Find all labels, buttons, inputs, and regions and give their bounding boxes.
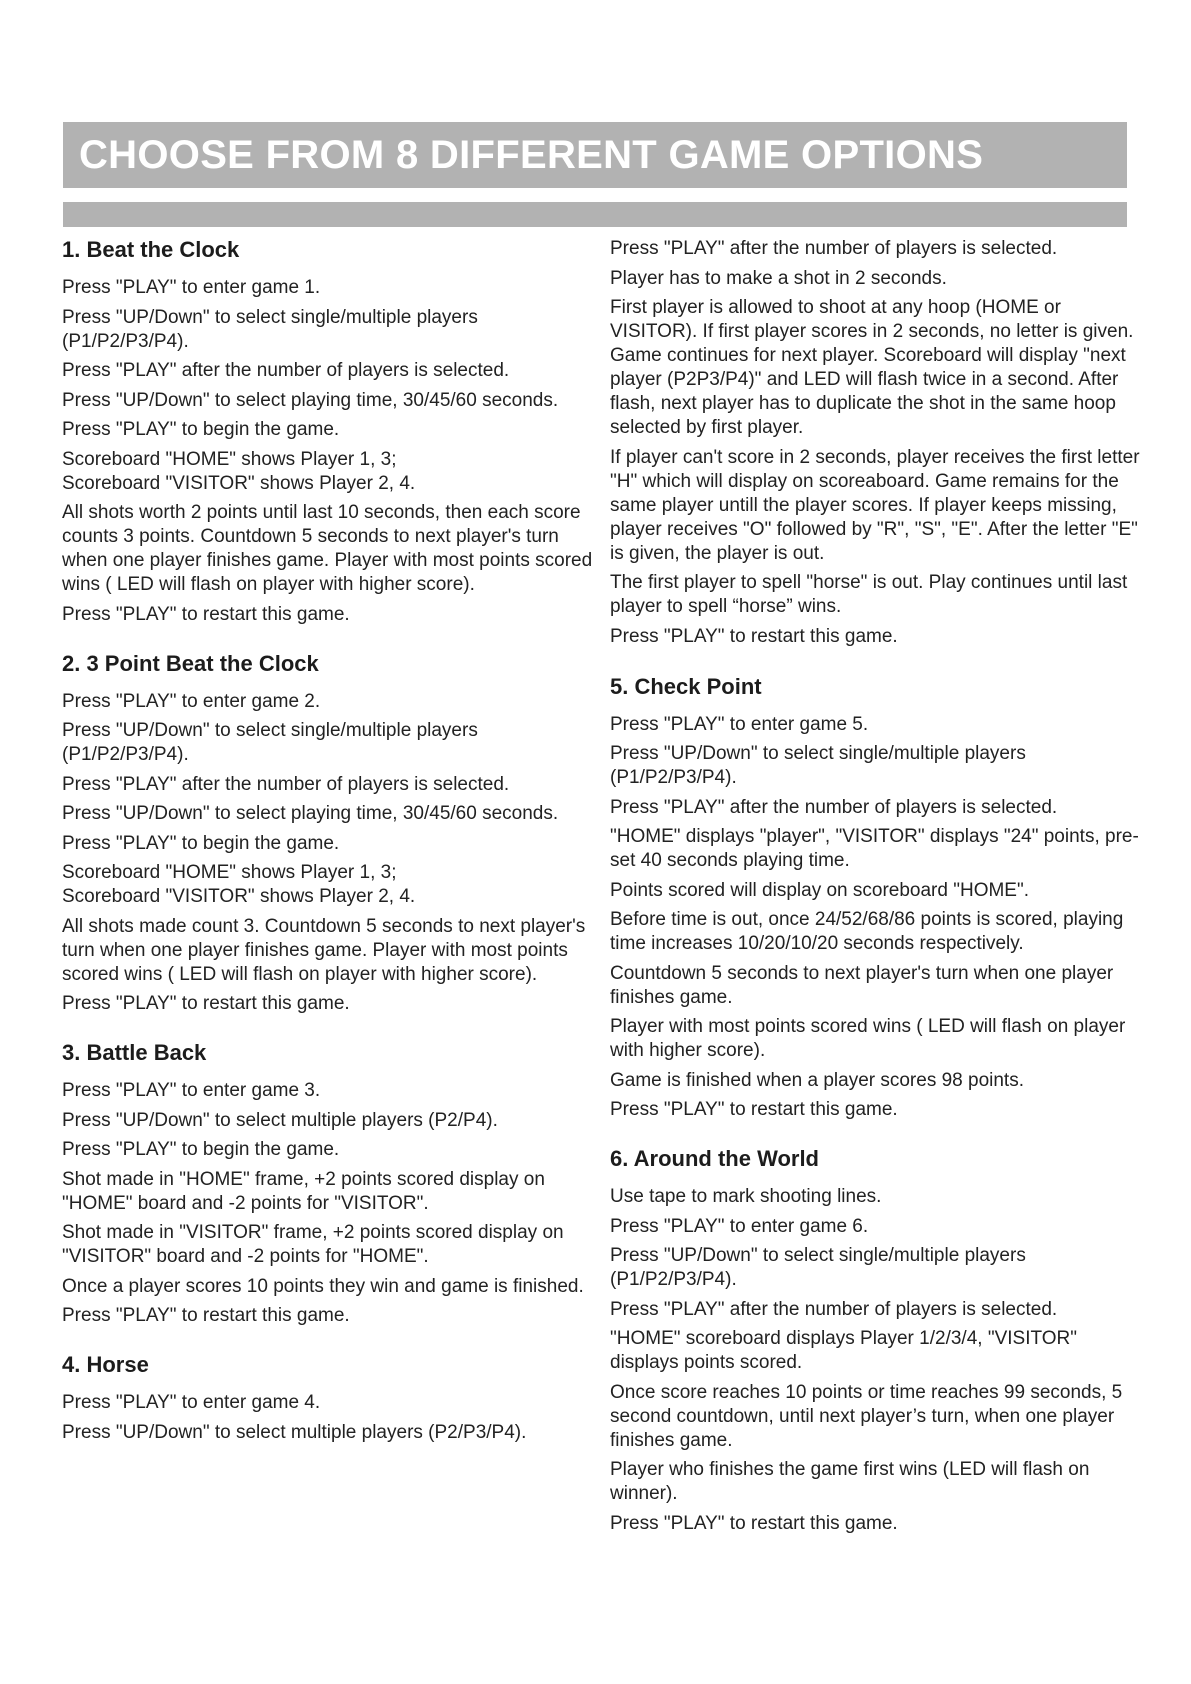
instruction-line: Press "PLAY" to enter game 4.: [62, 1392, 321, 1413]
section-title: 6. Around the World: [610, 1146, 819, 1171]
instruction-paragraph: Shot made in "VISITOR" frame, +2 points scored display on "VISITOR" board and -2 points for "HOME".: [62, 1222, 564, 1267]
instruction-paragraph: Once a player scores 10 points they win and game is finished.: [62, 1275, 584, 1297]
section-title: 2. 3 Point Beat the Clock: [62, 650, 319, 676]
instruction-line: Press "PLAY" to restart this game.: [62, 993, 350, 1014]
left-column: [62, 237, 600, 1469]
instruction-line: Press "PLAY" to enter game 5.: [610, 713, 869, 735]
instruction-paragraph: "HOME" displays "player", "VISITOR" displays "24" points, pre-set 40 seconds playing time.: [610, 826, 1139, 871]
instruction-line: Press "PLAY" to restart this game.: [610, 1512, 898, 1534]
instruction-line: Press "PLAY" to enter game 1.: [62, 277, 321, 298]
instruction-line: Press "PLAY" to begin the game.: [62, 832, 340, 854]
instruction-line: Press "PLAY" to restart this game.: [62, 603, 350, 625]
instruction-line: Press "PLAY" after the number of players is selected.: [610, 238, 1058, 259]
instruction-paragraph: If player can't score in 2 seconds, player receives the first letter "H" which will display on scoreaboard. Game remains for the same player untill the player scores. If player keeps missing, player receives "O" followed by "R", "S", "E". After the letter "E" is given, the player is out.: [610, 446, 1140, 564]
instruction-line: Press "UP/Down" to select single/multiple players (P1/P2/P3/P4).: [610, 1245, 1026, 1290]
instruction-line: Press "PLAY" after the number of players is selected.: [62, 360, 510, 381]
page-title: CHOOSE FROM 8 DIFFERENT GAME OPTIONS: [79, 133, 984, 177]
instruction-line: Press "PLAY" to restart this game.: [610, 625, 898, 647]
instruction-line: Scoreboard "VISITOR" shows Player 2, 4.: [62, 472, 416, 494]
instruction-paragraph: Once score reaches 10 points or time reaches 99 seconds, 5 second countdown, until next player’s turn, when one player finishes game.: [610, 1381, 1123, 1451]
instruction-paragraph: Shot made in "HOME" frame, +2 points scored display on "HOME" board and -2 points for "VISITOR".: [62, 1168, 545, 1214]
instruction-line: Press "UP/Down" to select single/multiple players (P1/P2/P3/P4).: [62, 306, 478, 352]
instruction-line: Press "UP/Down" to select single/multiple players (P1/P2/P3/P4).: [62, 720, 478, 765]
header-banner: [63, 122, 1127, 188]
instruction-line: Press "PLAY" to enter game 3.: [62, 1080, 321, 1101]
section-title: 5. Check Point: [610, 673, 762, 699]
section-title: 3. Battle Back: [62, 1040, 207, 1065]
instruction-paragraph: First player is allowed to shoot at any hoop (HOME or VISITOR). If first player scores in 2 seconds, no letter is given. Game continues for next player. Scoreboard will display "next player (P2P3/P4)" and LED will flash twice in a second. After flash, next player has to duplicate the shot in the same hoop selected by first player.: [610, 297, 1134, 438]
section-title: 1. Beat the Clock: [62, 237, 240, 262]
instruction-line: Press "UP/Down" to select playing time, 30/45/60 seconds.: [62, 803, 559, 824]
instruction-paragraph: All shots made count 3. Countdown 5 seconds to next player's turn when one player finishes game. Player with most points scored wins ( LED will flash on player with higher score).: [62, 915, 586, 985]
instruction-line: Use tape to mark shooting lines.: [610, 1186, 882, 1207]
section-title: 4. Horse: [62, 1352, 149, 1377]
instruction-line: Points scored will display on scoreboard "HOME".: [610, 879, 1029, 901]
instruction-line: Press "PLAY" to begin the game.: [62, 1139, 340, 1160]
section-beat-the-clock: [62, 237, 600, 627]
instruction-line: Press "PLAY" to restart this game.: [610, 1099, 898, 1120]
instruction-line: Press "PLAY" to enter game 6.: [610, 1215, 869, 1237]
section-3-point-beat-the-clock: [62, 651, 600, 1017]
instruction-line: Press "PLAY" after the number of players is selected.: [610, 1298, 1058, 1320]
instruction-paragraph: Countdown 5 seconds to next player's turn when one player finishes game.: [610, 962, 1114, 1008]
instruction-paragraph: Before time is out, once 24/52/68/86 points is scored, playing time increases 10/20/10/20 seconds respectively.: [610, 909, 1124, 954]
instruction-line: Press "PLAY" to enter game 2.: [62, 690, 321, 712]
instruction-line: Player has to make a shot in 2 seconds.: [610, 267, 947, 289]
instruction-line: Press "UP/Down" to select single/multiple players (P1/P2/P3/P4).: [610, 743, 1026, 788]
section-check-point: [610, 674, 1150, 1123]
instruction-line: Press "PLAY" to begin the game.: [62, 419, 340, 440]
section-around-the-world: [610, 1146, 1150, 1536]
instruction-line: Press "PLAY" after the number of players is selected.: [62, 773, 510, 795]
instruction-paragraph: The first player to spell "horse" is out. Play continues until last player to spell “horse” wins.: [610, 572, 1128, 617]
instruction-paragraph: All shots worth 2 points until last 10 seconds, then each score counts 3 points. Countdown 5 seconds to next player's turn when one player finishes game. Player with most points scored wins ( LED will flash on player with higher score).: [62, 502, 593, 595]
header-divider-bar: [63, 202, 1127, 227]
instruction-line: Scoreboard "HOME" shows Player 1, 3;: [62, 448, 397, 470]
instruction-line: Game is finished when a player scores 98 points.: [610, 1069, 1024, 1091]
instruction-line: Press "PLAY" after the number of players is selected.: [610, 796, 1058, 818]
instruction-line: Scoreboard "HOME" shows Player 1, 3;: [62, 862, 397, 883]
instruction-line: Press "PLAY" to restart this game.: [62, 1305, 350, 1326]
section-battle-back: [62, 1040, 600, 1328]
instruction-paragraph: Player with most points scored wins ( LED will flash on player with higher score).: [610, 1016, 1126, 1061]
instruction-paragraph: "HOME" scoreboard displays Player 1/2/3/4, "VISITOR" displays points scored.: [610, 1328, 1077, 1373]
right-column: [610, 237, 1150, 1560]
instruction-paragraph: Player who finishes the game first wins (LED will flash on winner).: [610, 1459, 1090, 1504]
instruction-line: Press "UP/Down" to select multiple players (P2/P4).: [62, 1109, 498, 1131]
section-horse: [62, 1352, 600, 1445]
instruction-line: Press "UP/Down" to select multiple players (P2/P3/P4).: [62, 1421, 527, 1443]
instruction-line: Press "UP/Down" to select playing time, 30/45/60 seconds.: [62, 389, 559, 411]
instruction-line: Scoreboard "VISITOR" shows Player 2, 4.: [62, 886, 416, 907]
section-horse-continued: [610, 237, 1150, 649]
